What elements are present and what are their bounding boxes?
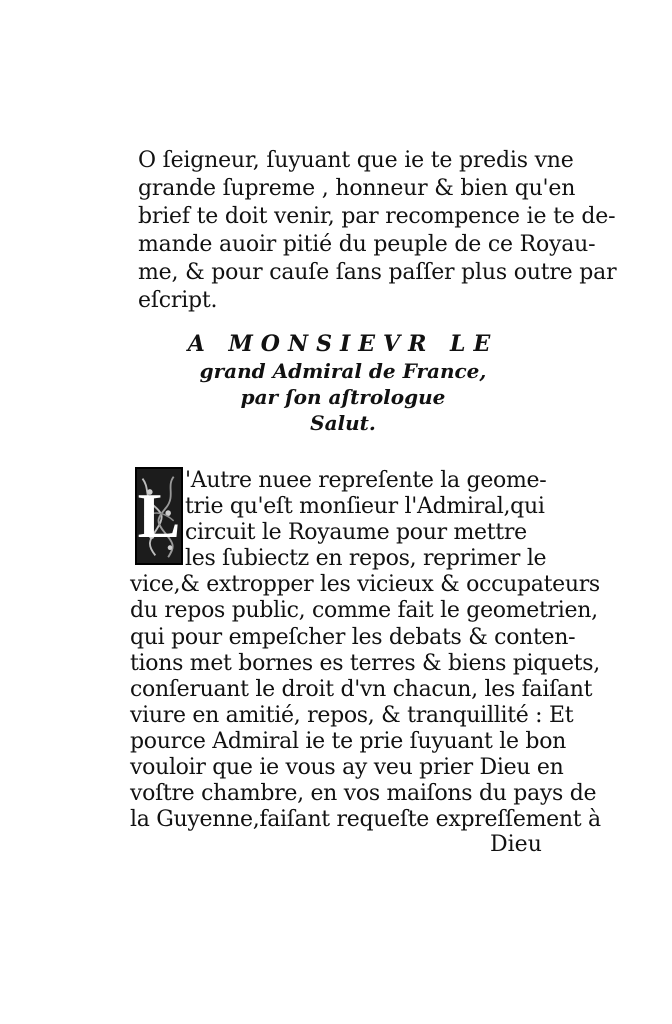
text-line: 'Autre nuee repreſente la geome-: [185, 468, 547, 493]
text-line: les ſubiectz en repos, reprimer le: [185, 546, 547, 572]
opening-paragraph: [138, 147, 617, 315]
text-line: qui pour empeſcher les debats & conten-: [130, 624, 576, 650]
text-line: pource Admiral ie te prie ſuyuant le bon: [130, 728, 567, 754]
text-line: vice,& extropper les vicieux & occupateurs: [130, 572, 600, 598]
text-line: circuit le Royaume pour mettre: [185, 520, 527, 546]
drop-cap-letter: L: [137, 480, 181, 551]
text-line: mande auoir pitié du peuple de ce Royau-: [138, 232, 596, 257]
text-line: vouloir que ie vous ay veu prier Dieu en: [130, 755, 564, 781]
text-line: trie qu'eſt monſieur l'Admiral,qui: [185, 494, 545, 520]
heading-byline: par ſon aſtrologue: [240, 385, 446, 409]
text-line: O ſeigneur, ſuyuant que ie te predis vne: [138, 148, 574, 173]
text-line: eſcript.: [138, 288, 218, 313]
text-line: la Guyenne,faiſant requeſte expreſſement à: [130, 807, 601, 833]
text-line: viure en amitié, repos, & tranquillité : Et: [130, 702, 574, 728]
text-line: grande ſupreme , honneur & bien qu'en: [138, 176, 576, 201]
heading-salutation: Salut.: [310, 411, 376, 435]
dedication-heading: [138, 330, 548, 436]
text-line: me, & pour cauſe ſans paſſer plus outre par: [138, 260, 617, 285]
heading-subtitle: grand Admiral de France,: [199, 359, 487, 383]
text-line: voſtre chambre, en vos maiſons du pays de: [130, 781, 597, 807]
heading-caps-line: A MONSIEVR LE: [187, 331, 499, 357]
catchword: Dieu: [490, 832, 542, 857]
decorated-initial: [135, 467, 183, 565]
text-line: du repos public, comme fait le geometrien,: [130, 598, 598, 624]
text-line: brief te doit venir, par recompence ie te de-: [138, 204, 616, 229]
main-paragraph: [130, 468, 601, 833]
text-line: conſeruant le droit d'vn chacun, les faiſant: [130, 676, 593, 702]
text-line: tions met bornes es terres & biens piquets,: [130, 650, 600, 676]
